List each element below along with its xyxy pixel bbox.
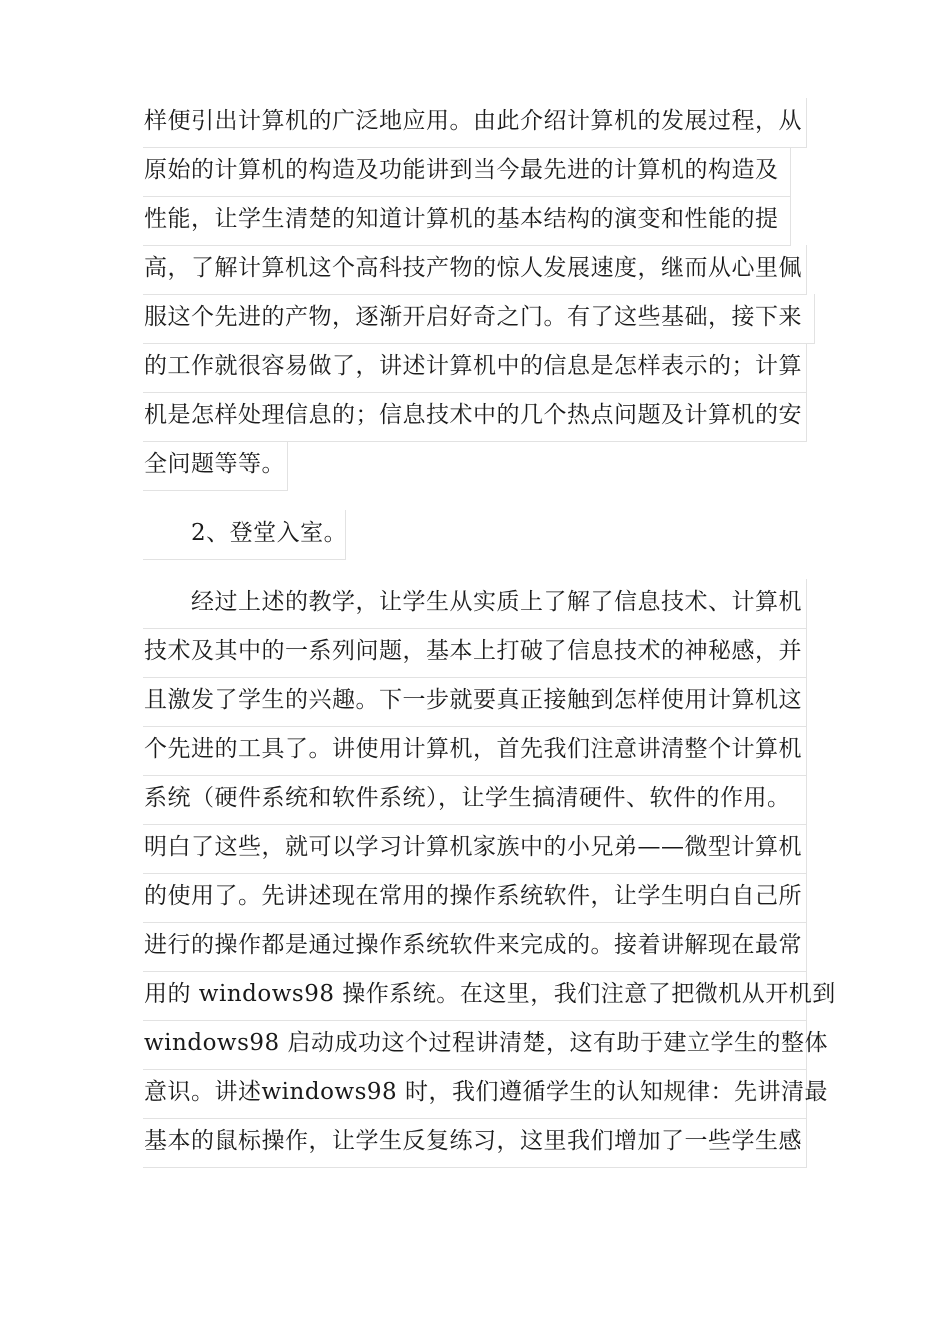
text-line: 个先进的工具了。讲使用计算机，首先我们注意讲清整个计算机	[143, 726, 807, 776]
text-line: 服这个先进的产物，逐渐开启好奇之门。有了这些基础，接下来	[143, 294, 815, 344]
section-heading: 2、登堂入室。	[143, 510, 346, 560]
text-line: 高，了解计算机这个高科技产物的惊人发展速度，继而从心里佩	[143, 245, 807, 295]
text-line: 的工作就很容易做了，讲述计算机中的信息是怎样表示的；计算	[143, 343, 807, 393]
text-line: windows98 启动成功这个过程讲清楚，这有助于建立学生的整体	[143, 1020, 807, 1070]
text-line: 意识。讲述windows98 时，我们遵循学生的认知规律：先讲清最	[143, 1069, 807, 1119]
text-line: 且激发了学生的兴趣。下一步就要真正接触到怎样使用计算机这	[143, 677, 807, 727]
text-line: 样便引出计算机的广泛地应用。由此介绍计算机的发展过程，从	[143, 98, 807, 148]
text-line: 系统（硬件系统和软件系统），让学生搞清硬件、软件的作用。	[143, 775, 807, 825]
text-line: 全问题等等。	[143, 441, 288, 491]
text-line: 明白了这些，就可以学习计算机家族中的小兄弟——微型计算机	[143, 824, 807, 874]
text-line: 基本的鼠标操作，让学生反复练习，这里我们增加了一些学生感	[143, 1118, 807, 1168]
paragraph-first-line: 经过上述的教学，让学生从实质上了解了信息技术、计算机	[143, 579, 807, 629]
text-line: 技术及其中的一系列问题，基本上打破了信息技术的神秘感，并	[143, 628, 807, 678]
text-line: 用的 windows98 操作系统。在这里，我们注意了把微机从开机到	[143, 971, 807, 1021]
text-line: 性能，让学生清楚的知道计算机的基本结构的演变和性能的提	[143, 196, 791, 246]
text-line: 机是怎样处理信息的；信息技术中的几个热点问题及计算机的安	[143, 392, 807, 442]
text-line: 进行的操作都是通过操作系统软件来完成的。接着讲解现在最常	[143, 922, 807, 972]
text-line: 原始的计算机的构造及功能讲到当今最先进的计算机的构造及	[143, 147, 791, 197]
text-line: 的使用了。先讲述现在常用的操作系统软件，让学生明白自己所	[143, 873, 807, 923]
